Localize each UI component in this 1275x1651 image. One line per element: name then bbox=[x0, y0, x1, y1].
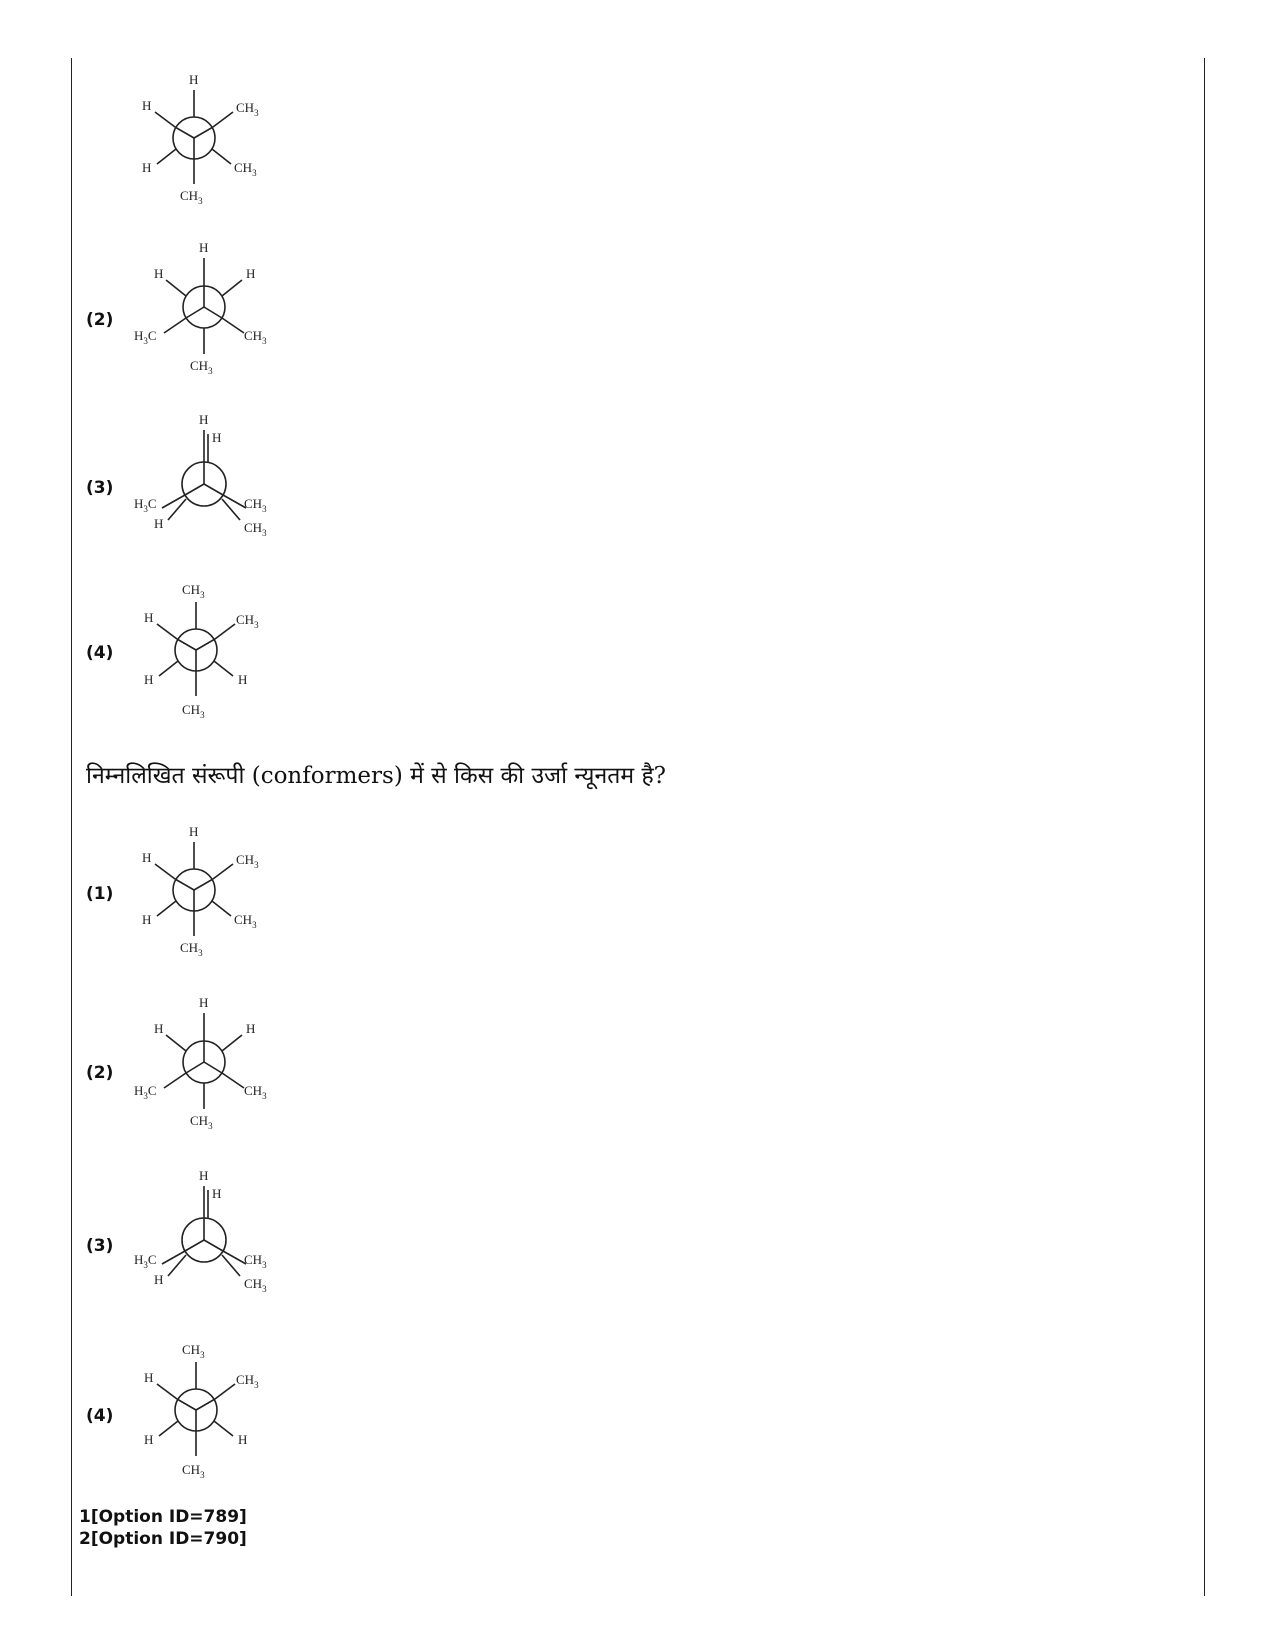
svg-text:H: H bbox=[199, 1168, 209, 1183]
svg-text:H: H bbox=[142, 912, 152, 927]
svg-text:H: H bbox=[154, 266, 164, 281]
svg-text:H: H bbox=[144, 1370, 154, 1385]
svg-text:CH3: $CH_3$ bbox=[180, 940, 203, 958]
svg-text:H: H bbox=[144, 672, 154, 687]
svg-text:CH3: $CH_3$ bbox=[234, 160, 257, 178]
svg-text:H: H bbox=[238, 672, 248, 687]
question-text: निम्नलिखित संरूपी (conformers) में से किस की उर्जा न्यूनतम है? bbox=[86, 763, 666, 789]
option-label: (4) bbox=[86, 1406, 114, 1426]
svg-text:H: H bbox=[144, 1432, 154, 1447]
svg-text:CH3: $CH_3$ bbox=[244, 328, 267, 346]
answer-option-1: 1[Option ID=789] bbox=[79, 1507, 247, 1527]
newman-projection-diagram bbox=[124, 985, 284, 1145]
option-label: (2) bbox=[86, 1063, 114, 1083]
svg-text:CH3: $CH_3$ bbox=[244, 520, 267, 538]
answer-option-2: 2[Option ID=790] bbox=[79, 1529, 247, 1549]
option-label: (3) bbox=[86, 1236, 114, 1256]
right-border-rule bbox=[1204, 58, 1205, 1596]
svg-text:H: H bbox=[154, 1272, 164, 1287]
svg-text:H: H bbox=[142, 98, 152, 113]
svg-text:H: H bbox=[199, 412, 209, 427]
newman-projection-diagram bbox=[124, 404, 284, 564]
svg-text:CH3: $CH_3$ bbox=[190, 358, 213, 376]
svg-text:CH3: $CH_3$ bbox=[182, 702, 205, 720]
svg-text:H: H bbox=[142, 850, 152, 865]
svg-text:H: H bbox=[238, 1432, 248, 1447]
newman-projection-diagram bbox=[124, 1330, 284, 1490]
option-label: (3) bbox=[86, 478, 114, 498]
svg-text:CH3: $CH_3$ bbox=[180, 188, 203, 206]
svg-text:CH3: $CH_3$ bbox=[244, 496, 267, 514]
svg-text:H: H bbox=[144, 610, 154, 625]
svg-text:CH3: $CH_3$ bbox=[234, 912, 257, 930]
svg-text:H: H bbox=[212, 1186, 222, 1201]
newman-projection-diagram bbox=[124, 1160, 284, 1320]
svg-text:H3C: $H_3C$ bbox=[134, 1083, 157, 1101]
newman-projection-diagram bbox=[122, 58, 282, 218]
svg-text:H: H bbox=[154, 1021, 164, 1036]
svg-text:CH3: $CH_3$ bbox=[244, 1276, 267, 1294]
newman-projection-diagram bbox=[124, 230, 284, 390]
svg-text:H: H bbox=[189, 72, 199, 87]
svg-text:CH3: $CH_3$ bbox=[182, 1462, 205, 1480]
svg-text:H: H bbox=[246, 1021, 256, 1036]
svg-text:H: H bbox=[142, 160, 152, 175]
svg-text:H3C: $H_3C$ bbox=[134, 1252, 157, 1270]
svg-text:H: H bbox=[199, 995, 209, 1010]
svg-text:H: H bbox=[212, 430, 222, 445]
svg-text:H3C: $H_3C$ bbox=[134, 496, 157, 514]
svg-text:CH3: $CH_3$ bbox=[244, 1083, 267, 1101]
newman-projection-diagram bbox=[124, 570, 284, 730]
svg-text:H: H bbox=[189, 824, 199, 839]
svg-text:CH3: $CH_3$ bbox=[236, 852, 259, 870]
option-label: (1) bbox=[86, 884, 114, 904]
svg-text:CH3: $CH_3$ bbox=[182, 582, 205, 600]
svg-text:CH3: $CH_3$ bbox=[236, 1372, 259, 1390]
svg-text:CH3: $CH_3$ bbox=[190, 1113, 213, 1131]
svg-text:H3C: $H_3C$ bbox=[134, 328, 157, 346]
svg-text:CH3: $CH_3$ bbox=[236, 100, 259, 118]
svg-text:CH3: $CH_3$ bbox=[244, 1252, 267, 1270]
option-label: (4) bbox=[86, 643, 114, 663]
answer-options bbox=[79, 1506, 247, 1550]
svg-text:H: H bbox=[199, 240, 209, 255]
option-label: (2) bbox=[86, 310, 114, 330]
svg-text:CH3: $CH_3$ bbox=[182, 1342, 205, 1360]
left-border-rule bbox=[71, 58, 72, 1596]
svg-text:CH3: $CH_3$ bbox=[236, 612, 259, 630]
svg-text:H: H bbox=[246, 266, 256, 281]
newman-projection-diagram bbox=[122, 810, 282, 970]
svg-text:H: H bbox=[154, 516, 164, 531]
